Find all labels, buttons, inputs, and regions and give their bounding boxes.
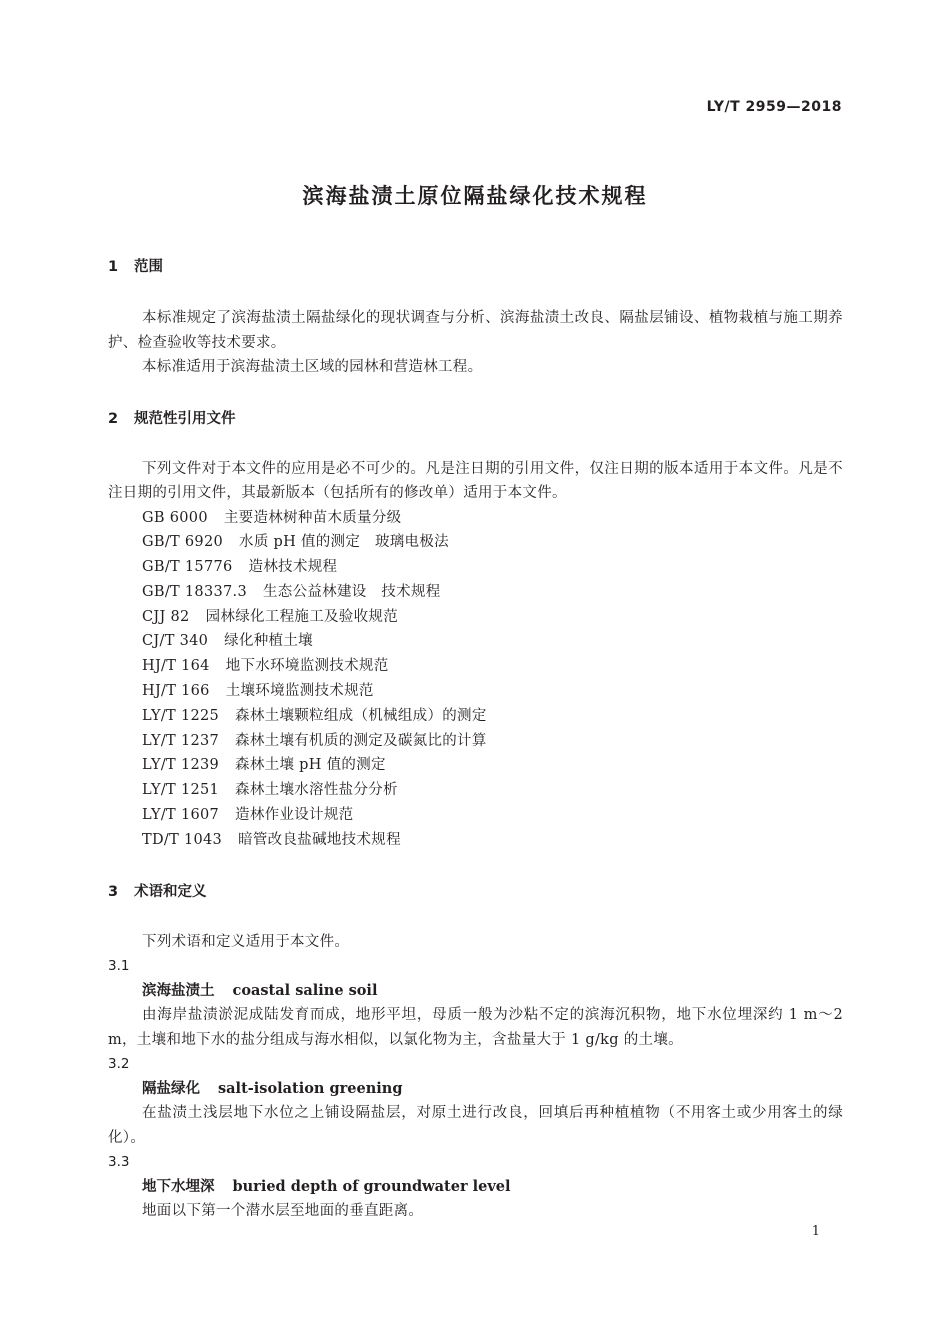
reference-item xyxy=(108,679,843,704)
reference-code: HJ/T 166 xyxy=(142,683,210,700)
section-number: 3 xyxy=(108,883,119,900)
reference-code: CJ/T 340 xyxy=(142,633,209,650)
reference-name: 生态公益林建设 技术规程 xyxy=(262,583,441,600)
section-number: 1 xyxy=(108,259,119,275)
reference-item xyxy=(108,555,843,580)
term-name xyxy=(108,979,843,1004)
reference-item xyxy=(108,605,843,630)
page-number: 1 xyxy=(811,1224,820,1239)
standard-code: LY/T 2959—2018 xyxy=(706,99,842,115)
reference-code: GB/T 18337.3 xyxy=(142,583,247,600)
scope-paragraph-1: 本标准规定了滨海盐渍土隔盐绿化的现状调查与分析、滨海盐渍土改良、隔盐层铺设、植物栽植与施工期养护、检查验收等技术要求。 xyxy=(108,310,843,351)
reference-item xyxy=(108,778,843,803)
section-title: 术语和定义 xyxy=(134,883,207,900)
reference-code: GB/T 6920 xyxy=(142,534,224,551)
section-heading-references xyxy=(108,406,843,432)
reference-code: TD/T 1043 xyxy=(142,831,223,848)
reference-item xyxy=(108,629,843,654)
term-name-cn: 隔盐绿化 xyxy=(142,1080,200,1097)
section-number: 2 xyxy=(108,410,119,427)
reference-item xyxy=(108,729,843,754)
reference-item xyxy=(108,530,843,555)
reference-code: LY/T 1237 xyxy=(142,732,220,749)
section-title: 规范性引用文件 xyxy=(134,410,236,427)
reference-name: 主要造林树种苗木质量分级 xyxy=(223,509,402,526)
reference-code: CJJ 82 xyxy=(142,608,190,625)
reference-name: 造林作业设计规范 xyxy=(235,807,354,824)
reference-name: 森林土壤颗粒组成（机械组成）的测定 xyxy=(235,707,487,724)
term-definition: 在盐渍土浅层地下水位之上铺设隔盐层，对原土进行改良，回填后再种植植物（不用客土或少用客土的绿化）。 xyxy=(108,1105,843,1146)
term-name-en: buried depth of groundwater level xyxy=(232,1177,511,1195)
reference-name: 地下水环境监测技术规范 xyxy=(225,658,389,675)
section-heading-terms xyxy=(108,879,843,905)
document-title: 滨海盐渍土原位隔盐绿化技术规程 xyxy=(302,184,648,208)
reference-name: 森林土壤水溶性盐分分析 xyxy=(235,782,398,799)
reference-code: GB/T 15776 xyxy=(142,559,233,576)
section-heading-scope xyxy=(108,254,843,280)
reference-code: LY/T 1239 xyxy=(142,757,220,774)
reference-item xyxy=(108,580,843,605)
reference-name: 暗管改良盐碱地技术规程 xyxy=(238,831,401,848)
reference-item xyxy=(108,506,843,531)
reference-name: 森林土壤 pH 值的测定 xyxy=(235,757,386,774)
term-definition: 地面以下第一个潜水层至地面的垂直距离。 xyxy=(142,1203,424,1220)
reference-code: LY/T 1251 xyxy=(142,782,220,799)
reference-name: 造林技术规程 xyxy=(248,559,338,576)
reference-code: HJ/T 164 xyxy=(142,658,210,675)
reference-code: LY/T 1225 xyxy=(142,707,220,724)
document-body xyxy=(108,254,843,1224)
reference-item xyxy=(108,828,843,853)
term-name xyxy=(108,1175,843,1200)
term-definition: 由海岸盐渍淤泥成陆发育而成，地形平坦，母质一般为沙粘不定的滨海沉积物，地下水位埋深约 1 m～2 m，土壤和地下水的盐分组成与海水相似，以氯化物为主，含盐量大于 1 g/kg 的土壤。 xyxy=(108,1007,843,1048)
section-title: 范围 xyxy=(134,259,163,275)
reference-list xyxy=(108,506,843,853)
reference-name: 绿化种植土壤 xyxy=(224,633,313,650)
term-name-en: salt-isolation greening xyxy=(218,1079,403,1097)
reference-name: 园林绿化工程施工及验收规范 xyxy=(205,608,398,625)
term-number: 3.3 xyxy=(108,1154,130,1171)
term-name-cn: 滨海盐渍土 xyxy=(142,982,215,999)
reference-code: GB 6000 xyxy=(142,509,208,526)
term-number: 3.1 xyxy=(108,958,130,975)
reference-name: 森林土壤有机质的测定及碳氮比的计算 xyxy=(235,732,487,749)
references-intro: 下列文件对于本文件的应用是必不可少的。凡是注日期的引用文件，仅注日期的版本适用于本文件。凡是不注日期的引用文件，其最新版本（包括所有的修改单）适用于本文件。 xyxy=(108,460,843,501)
reference-item xyxy=(108,803,843,828)
scope-paragraph-2: 本标准适用于滨海盐渍土区域的园林和营造林工程。 xyxy=(142,359,483,375)
reference-item xyxy=(108,704,843,729)
term-number: 3.2 xyxy=(108,1056,130,1073)
term-name xyxy=(108,1077,843,1102)
reference-item xyxy=(108,753,843,778)
term-name-en: coastal saline soil xyxy=(232,981,378,999)
reference-code: LY/T 1607 xyxy=(142,807,220,824)
term-name-cn: 地下水埋深 xyxy=(142,1178,215,1195)
terms-intro: 下列术语和定义适用于本文件。 xyxy=(142,933,350,950)
reference-name: 土壤环境监测技术规范 xyxy=(225,683,374,700)
reference-item xyxy=(108,654,843,679)
reference-name: 水质 pH 值的测定 玻璃电极法 xyxy=(239,534,449,551)
